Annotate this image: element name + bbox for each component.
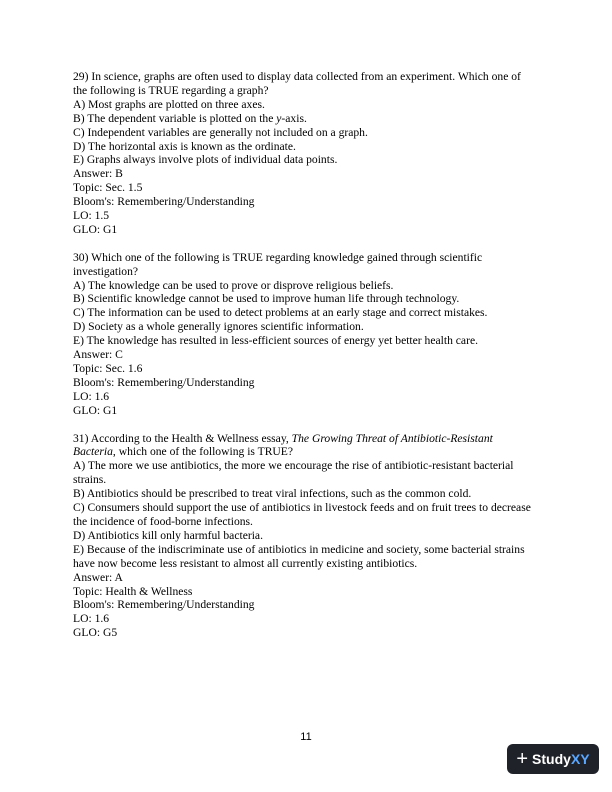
option-d: D) Society as a whole generally ignores scientific information. [73,320,364,334]
studyxy-logo-badge[interactable] [507,744,599,774]
option-b: B) Antibiotics should be prescribed to treat viral infections, such as the common cold. [73,487,472,501]
document-body [73,70,543,654]
question-stem-line: investigation? [73,264,139,278]
option-a: A) The knowledge can be used to prove or disprove religious beliefs. [73,278,394,292]
option-e: E) Graphs always involve plots of individual data points. [73,153,338,167]
brand-name-xy: XY [570,751,590,767]
topic: Topic: Health & Wellness [73,584,193,598]
topic: Topic: Sec. 1.6 [73,362,143,376]
question-stem-line: 29) In science, graphs are often used to display data collected from an experiment. Which one of [73,70,521,83]
option-a: A) Most graphs are plotted on three axes. [73,97,265,111]
lo: LO: 1.5 [73,209,110,223]
question-stem-line: the following is TRUE regarding a graph? [73,83,269,97]
blooms: Bloom's: Remembering/Understanding [73,375,255,389]
option-b: B) Scientific knowledge cannot be used to improve human life through technology. [73,292,460,306]
option-e: E) Because of the indiscriminate use of antibiotics in medicine and society, some bacterial strains have now become less resistant to almost all currently existing antibiotics. [73,542,525,570]
stem-prefix: 31) According to the Health & Wellness essay, [73,431,292,445]
plus-icon: + [516,748,529,770]
brand-name-study: Study [532,751,571,767]
glo: GLO: G5 [73,626,118,640]
option-c: C) Consumers should support the use of antibiotics in livestock feeds and on fruit trees to decrease the incidence of food-borne infections. [73,501,531,528]
question-31 [73,432,543,641]
answer: Answer: B [73,167,123,181]
option-c: C) The information can be used to detect problems at an early stage and correct mistakes. [73,306,488,320]
lo: LO: 1.6 [73,389,110,403]
option-e: E) The knowledge has resulted in less-efficient sources of energy yet better health care. [73,334,478,348]
question-30 [73,251,543,418]
page-number: 11 [300,731,312,743]
stem-suffix: , which one of the following is TRUE? [112,445,294,459]
option-b: B) The dependent variable is plotted on the y-axis. [73,111,307,125]
question-stem [73,432,543,460]
answer: Answer: A [73,570,123,584]
glo: GLO: G1 [73,403,118,417]
option-c: C) Independent variables are generally not included on a graph. [73,125,368,139]
question-29 [73,70,543,237]
blooms: Bloom's: Remembering/Understanding [73,195,255,209]
blooms: Bloom's: Remembering/Understanding [73,598,255,612]
topic: Topic: Sec. 1.5 [73,181,143,195]
question-stem-line: 30) Which one of the following is TRUE regarding knowledge gained through scientific [73,250,483,264]
option-d: D) Antibiotics kill only harmful bacteria. [73,528,263,542]
glo: GLO: G1 [73,222,118,236]
option-a: A) The more we use antibiotics, the more we encourage the rise of antibiotic-resistant bacterial strains. [73,459,514,487]
answer: Answer: C [73,348,123,362]
essay-title-part-2: Bacteria [73,445,113,459]
essay-title-part-1: The Growing Threat of Antibiotic-Resistant [291,431,493,445]
lo: LO: 1.6 [73,612,110,626]
option-d: D) The horizontal axis is known as the ordinate. [73,139,296,153]
